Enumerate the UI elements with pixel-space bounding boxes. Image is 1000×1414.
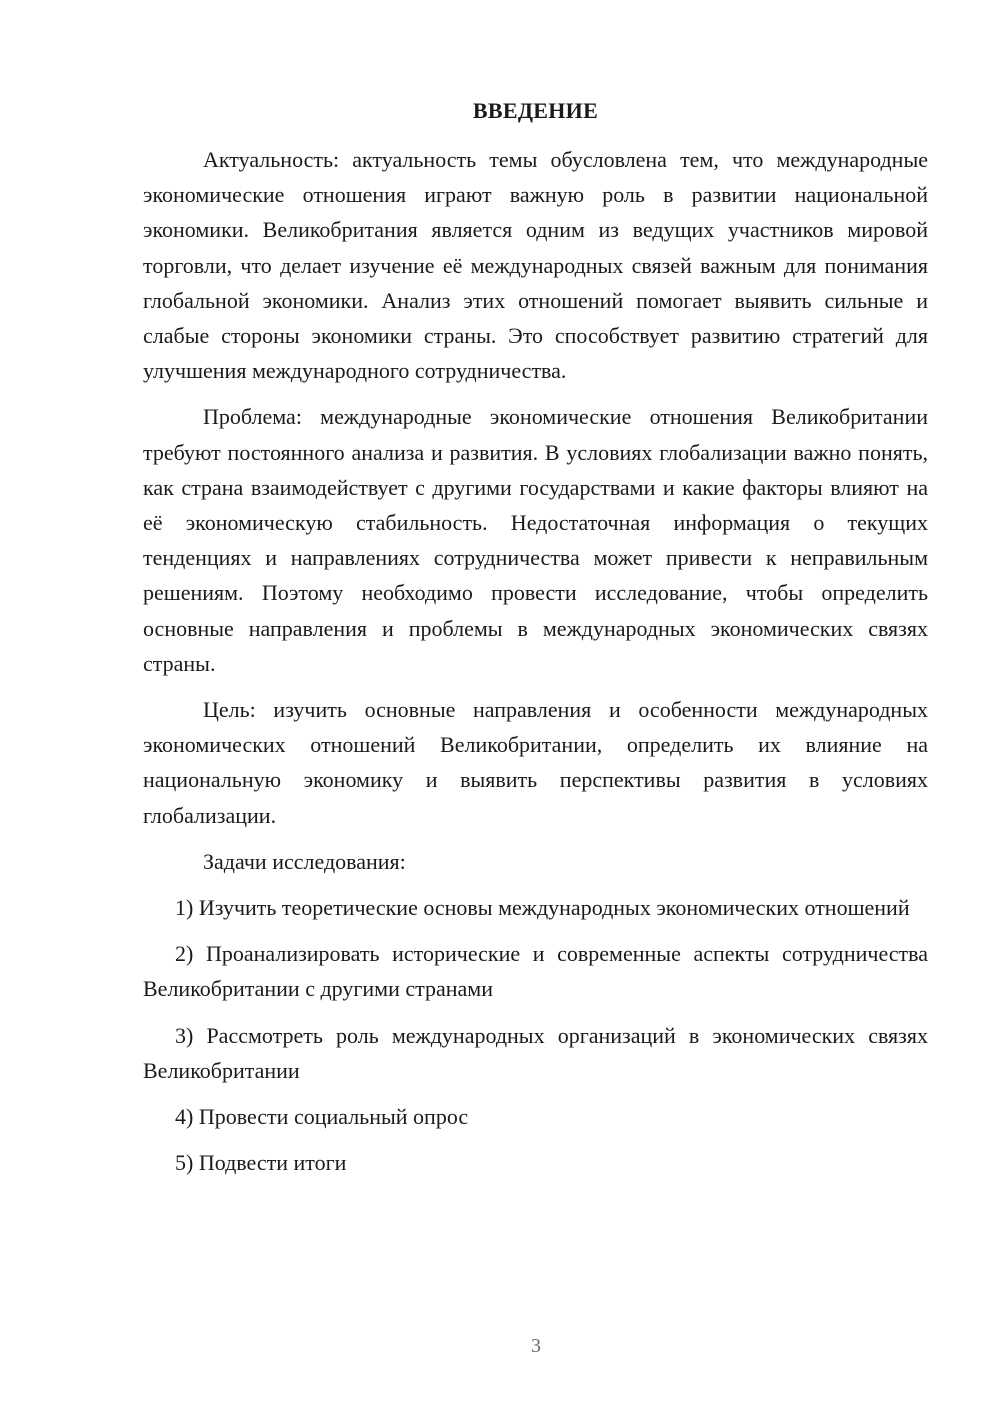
- tasks-heading: Задачи исследования:: [203, 848, 406, 874]
- task-item: 1) Изучить теоретические основы международных экономических отношений: [175, 895, 910, 921]
- task-item: 5) Подвести итоги: [175, 1150, 347, 1176]
- page-content: [143, 93, 928, 1191]
- page-title: ВВЕДЕНИЕ: [472, 98, 599, 123]
- goal-paragraph: Цель: изучить основные направления и особенности международных экономических отношений Великобритании, определить их влияние на национальную экономику и выявить перспективы развития в условиях глобализации.: [143, 697, 928, 828]
- task-item: 3) Рассмотреть роль международных организаций в экономических связях Великобритании: [143, 1022, 928, 1083]
- relevance-paragraph: Актуальность: актуальность темы обусловлена тем, что международные экономические отношения играют важную роль в развитии национальной экономики. Великобритания является одним из ведущих участников мировой торговли, что делает изучение её международных связей важным для понимания глобальной экономики. Анализ этих отношений помогает выявить сильные и слабые стороны экономики страны. Это способствует развитию стратегий для улучшения международного сотрудничества.: [143, 147, 928, 384]
- problem-paragraph: Проблема: международные экономические отношения Великобритании требуют постоянного анализа и развития. В условиях глобализации важно понять, как страна взаимодействует с другими государствами и какие факторы влияют на её экономическую стабильность. Недостаточная информация о текущих тенденциях и направлениях сотрудничества может привести к неправильным решениям. Поэтому необходимо провести исследование, чтобы определить основные направления и проблемы в международных экономических связях страны.: [143, 404, 928, 676]
- page-number: 3: [531, 1335, 541, 1357]
- task-item: 4) Провести социальный опрос: [175, 1104, 469, 1130]
- tasks-list: [143, 890, 928, 1180]
- task-item: 2) Проанализировать исторические и современные аспекты сотрудничества Великобритании с другими странами: [143, 941, 928, 1002]
